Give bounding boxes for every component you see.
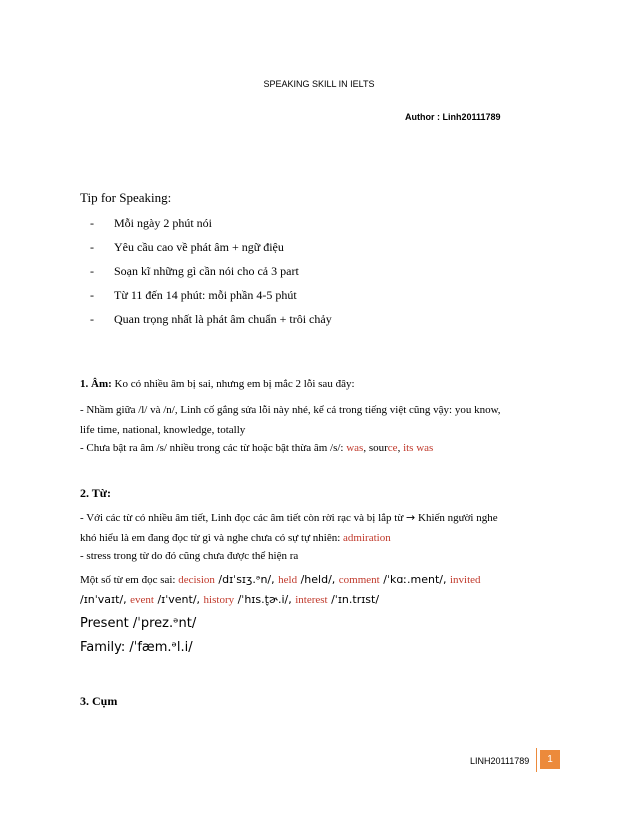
word-decision: decision: [178, 574, 215, 586]
bullet-dash: -: [90, 216, 94, 230]
highlight-word: its: [403, 442, 414, 454]
section2-point2: - stress trong từ do đó cũng chưa được thể hiện ra: [80, 550, 299, 562]
footer-divider: [536, 748, 537, 772]
ipa-held: /held/,: [297, 573, 339, 586]
word-interest: interest: [295, 594, 328, 606]
bullet-dash: -: [90, 264, 94, 278]
section1-point1-line2: life time, national, knowledge, totally: [80, 424, 246, 436]
section3-heading: 3. Cụm: [80, 694, 118, 708]
section1-point1: [80, 400, 548, 440]
separator: ,: [397, 442, 404, 454]
section2-point1: [80, 508, 548, 548]
tip-item: [90, 264, 299, 279]
family-pronunciation: Family: /ˈfæm.ᵊl.i/: [80, 640, 193, 655]
highlight-word: ce: [387, 442, 398, 454]
ipa-invited: /ɪnˈvaɪt/,: [80, 593, 131, 606]
highlight-word: admiration: [343, 532, 391, 544]
footer-author: LINH20111789: [470, 756, 530, 766]
author-line: Author : Linh20111789: [405, 112, 501, 122]
bullet-dash: -: [90, 312, 94, 326]
tip-item: [90, 216, 212, 231]
section1-point1-line1: - Nhầm giữa /l/ và /n/, Linh cố gắng sửa lỗi này nhé, kể cả trong tiếng việt cũng vậy: you know,: [80, 404, 501, 416]
ipa-history: /ˈhɪs.t̬ɚ.i/,: [234, 593, 296, 606]
word-history: history: [203, 594, 235, 606]
tip-item-text: Mỗi ngày 2 phút nói: [114, 216, 212, 230]
section1-intro-text: Ko có nhiều âm bị sai, nhưng em bị mắc 2 lỗi sau đây:: [111, 378, 355, 390]
section2-mispronounced: [80, 570, 548, 610]
highlight-word: was: [346, 442, 364, 454]
highlight-word: was: [416, 442, 434, 454]
section2-point1-line2: khó hiểu là em đang đọc từ gì và nghe chưa có sự tự nhiên:: [80, 532, 344, 544]
word-comment: comment: [338, 574, 380, 586]
tip-item-text: Yêu cầu cao về phát âm + ngữ điệu: [114, 240, 284, 254]
tip-item-text: Từ 11 đến 14 phút: mỗi phần 4-5 phút: [114, 288, 297, 302]
tip-item-text: Soạn kĩ những gì cần nói cho cả 3 part: [114, 264, 299, 278]
bullet-dash: -: [90, 240, 94, 254]
word-event: event: [130, 594, 154, 606]
page-number: 1: [540, 750, 560, 769]
mispronounced-intro: Một số từ em đọc sai:: [80, 574, 179, 586]
section1-intro: [80, 374, 548, 394]
section2-point1-line1: - Với các từ có nhiều âm tiết, Linh đọc các âm tiết còn rời rạc và bị lắp từ: [80, 512, 404, 524]
tip-item: [90, 288, 297, 303]
present-pronunciation: Present /ˈprez.ᵊnt/: [80, 616, 197, 631]
word-invited: invited: [449, 574, 481, 586]
tips-heading: Tip for Speaking:: [80, 190, 172, 205]
section1-label: 1. Âm:: [80, 378, 112, 390]
section1-point2-text: - Chưa bật ra âm /s/ nhiều trong các từ hoặc bật thừa âm /s/:: [80, 442, 347, 454]
ipa-event: /ɪˈvent/,: [153, 593, 204, 606]
arrow-icon: →: [406, 511, 416, 524]
section1-point2: [80, 438, 548, 458]
tip-item: [90, 312, 332, 327]
tip-item-text: Quan trọng nhất là phát âm chuẩn + trôi chảy: [114, 312, 332, 326]
tip-item: [90, 240, 284, 255]
word-held: held: [278, 574, 298, 586]
bullet-dash: -: [90, 288, 94, 302]
section2-point1-tail: Khiến người nghe: [415, 512, 498, 524]
document-title: SPEAKING SKILL IN IELTS: [263, 79, 375, 89]
separator: , sour: [363, 442, 388, 454]
ipa-comment: /ˈkɑː.ment/,: [379, 573, 450, 586]
section2-heading: 2. Từ:: [80, 486, 111, 500]
ipa-interest: /ˈɪn.trɪst/: [327, 593, 380, 606]
ipa-decision: /dɪˈsɪʒ.ᵊn/,: [214, 573, 279, 586]
